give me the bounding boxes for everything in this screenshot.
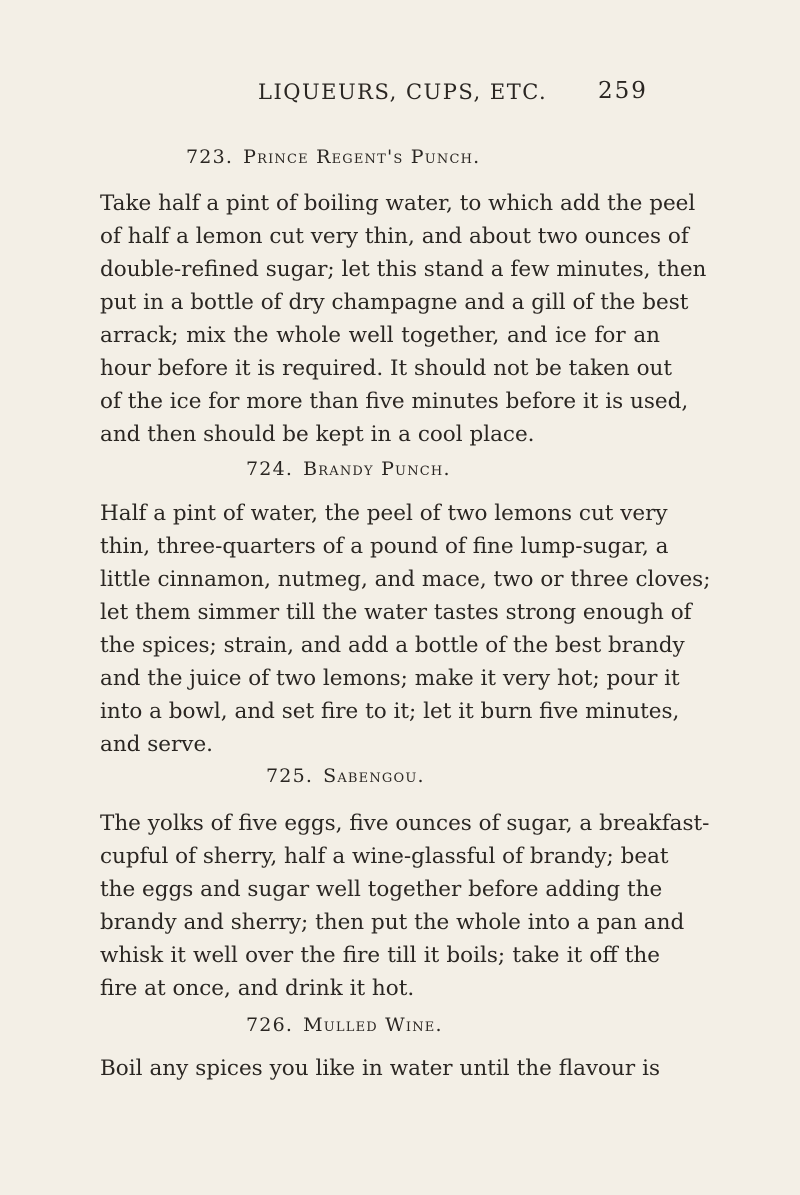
recipe-heading-723 <box>0 146 800 168</box>
text-line: Take half a pint of boiling water, to which add the peel <box>100 191 696 216</box>
text-line: double-refined sugar; let this stand a few minutes, then <box>100 257 707 282</box>
text-line: thin, three-quarters of a pound of fine lump-sugar, a <box>100 534 669 559</box>
recipe-number: 726. <box>246 1014 294 1036</box>
text-line: of the ice for more than five minutes before it is used, <box>100 389 689 414</box>
text-line: arrack; mix the whole well together, and ice for an <box>100 323 660 348</box>
text-line: whisk it well over the fire till it boils; take it off the <box>100 943 660 968</box>
text-line: and then should be kept in a cool place. <box>100 422 535 447</box>
text-line: hour before it is required. It should not be taken out <box>100 356 673 381</box>
recipe-heading-725 <box>0 765 800 787</box>
text-line: cupful of sherry, half a wine-glassful of brandy; beat <box>100 844 669 869</box>
recipe-number: 724. <box>246 458 294 480</box>
text-line: and the juice of two lemons; make it very hot; pour it <box>100 666 680 691</box>
recipe-heading-724 <box>0 458 800 480</box>
text-line: let them simmer till the water tastes strong enough of <box>100 600 692 625</box>
text-line: Half a pint of water, the peel of two lemons cut very <box>100 501 668 526</box>
text-line: fire at once, and drink it hot. <box>100 976 415 1001</box>
text-line: the spices; strain, and add a bottle of the best brandy <box>100 633 685 658</box>
running-head <box>0 80 800 112</box>
running-title: LIQUEURS, CUPS, ETC. <box>258 80 548 104</box>
recipe-title: Mulled Wine. <box>303 1014 443 1036</box>
text-line: of half a lemon cut very thin, and about two ounces of <box>100 224 689 249</box>
text-line: into a bowl, and set fire to it; let it burn five minutes, <box>100 699 680 724</box>
text-line: little cinnamon, nutmeg, and mace, two or three cloves; <box>100 567 711 592</box>
text-line: put in a bottle of dry champagne and a gill of the best <box>100 290 689 315</box>
recipe-body-724 <box>100 497 711 761</box>
recipe-title: Brandy Punch. <box>303 458 451 480</box>
recipe-number: 725. <box>266 765 314 787</box>
text-line: the eggs and sugar well together before adding the <box>100 877 663 902</box>
recipe-title: Prince Regent's Punch. <box>243 146 481 168</box>
text-line: Boil any spices you like in water until the flavour is <box>100 1056 660 1081</box>
recipe-number: 723. <box>186 146 234 168</box>
recipe-title: Sabengou. <box>323 765 425 787</box>
text-line: brandy and sherry; then put the whole into a pan and <box>100 910 685 935</box>
text-line: The yolks of five eggs, five ounces of sugar, a breakfast- <box>100 811 710 836</box>
recipe-body-725 <box>100 807 710 1005</box>
text-line: and serve. <box>100 732 214 757</box>
recipe-heading-726 <box>0 1014 800 1036</box>
recipe-body-726 <box>100 1052 660 1085</box>
recipe-body-723 <box>100 187 707 451</box>
page-number: 259 <box>598 78 648 104</box>
